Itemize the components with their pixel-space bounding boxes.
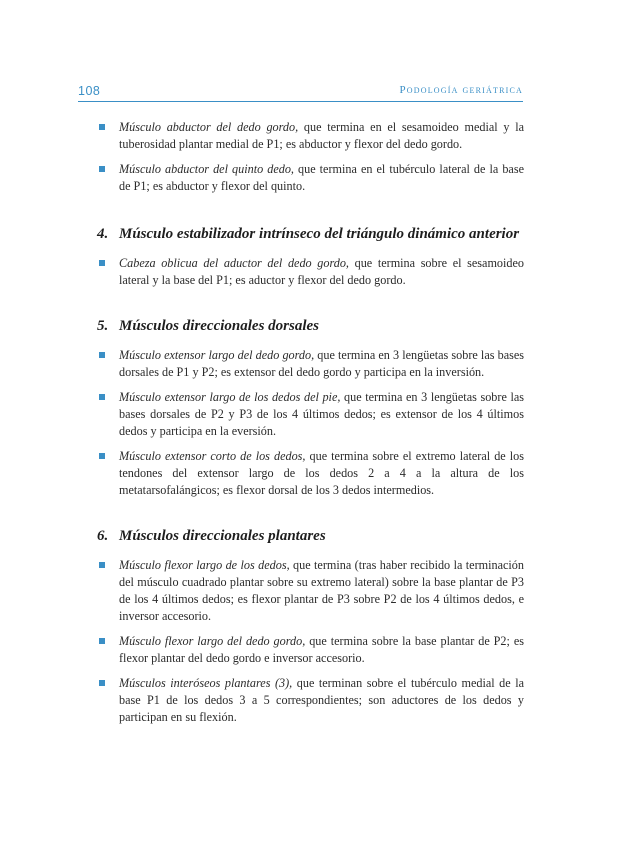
square-bullet-icon <box>99 166 105 172</box>
item-lead: Músculo extensor largo del dedo gordo, <box>119 348 315 362</box>
list-item <box>97 161 524 195</box>
item-text: que termina sobre la base plantar de P2; es flexor plantar del dedo gordo e inversor accesorio. <box>119 634 524 665</box>
item-text: que termina en el sesamoideo medial y la tuberosidad plantar medial de P1; es abductor y flexor del dedo gordo. <box>119 120 524 151</box>
item-lead: Músculo flexor largo de los dedos, <box>119 558 290 572</box>
square-bullet-icon <box>99 124 105 130</box>
item-text: que terminan sobre el tubérculo medial de la base P1 de los dedos 3 a 5 correspondientes; son aductores de los dedos y participan en su flexión. <box>119 676 524 724</box>
section-heading <box>97 527 524 545</box>
section-number: 5. <box>97 318 109 334</box>
item-lead: Músculos interóseos plantares (3), <box>119 676 293 690</box>
item-text: que termina (tras haber recibido la terminación del músculo cuadrado plantar sobre su extremo lateral) sobre la base plantar de P3 de los 4 últimos dedos; es flexor plantar de P3 sobre P2 de los 4 últimos dedos, e inversor accesorio. <box>119 558 524 623</box>
item-lead: Músculo extensor corto de los dedos, <box>119 449 306 463</box>
list-item <box>97 389 524 440</box>
list-item <box>97 119 524 153</box>
page-header <box>78 84 523 104</box>
item-lead: Músculo abductor del quinto dedo, <box>119 162 294 176</box>
square-bullet-icon <box>99 680 105 686</box>
item-text: que termina sobre el extremo lateral de los tendones del extensor largo de los dedos 2 a 4 a la altura de los metatarsofalángicos; es flexor dorsal de los 3 dedos intermedios. <box>119 449 524 497</box>
item-text: que termina en 3 lengüetas sobre las bases dorsales de P1 y P2; es extensor del dedo gordo y participa en la inversión. <box>119 348 524 379</box>
section-number: 4. <box>97 226 109 242</box>
list-item <box>97 557 524 625</box>
item-text: que termina en el tubérculo lateral de la base de P1; es abductor y flexor del quinto. <box>119 162 524 193</box>
header-rule <box>78 101 523 102</box>
list-item <box>97 347 524 381</box>
section-number: 6. <box>97 528 109 544</box>
section-title: Músculo estabilizador intrínseco del triángulo dinámico anterior <box>119 226 520 242</box>
square-bullet-icon <box>99 352 105 358</box>
section-title: Músculos direccionales plantares <box>119 528 326 544</box>
square-bullet-icon <box>99 394 105 400</box>
item-lead: Cabeza oblicua del aductor del dedo gordo, <box>119 256 349 270</box>
page-body <box>97 119 524 734</box>
section-heading <box>97 225 524 243</box>
square-bullet-icon <box>99 453 105 459</box>
item-lead: Músculo abductor del dedo gordo, <box>119 120 299 134</box>
square-bullet-icon <box>99 562 105 568</box>
square-bullet-icon <box>99 638 105 644</box>
list-item <box>97 633 524 667</box>
list-item <box>97 675 524 726</box>
item-lead: Músculo flexor largo del dedo gordo, <box>119 634 306 648</box>
list-item <box>97 448 524 499</box>
list-item <box>97 255 524 289</box>
section-title: Músculos direccionales dorsales <box>119 318 320 334</box>
item-text: que termina en 3 lengüetas sobre las bases dorsales de P2 y P3 de los 4 últimos dedos; es extensor de los 4 últimos dedos y participa en la eversión. <box>119 390 524 438</box>
running-title: Podología geriátrica <box>399 84 523 96</box>
page-number: 108 <box>78 84 101 98</box>
item-lead: Músculo extensor largo de los dedos del pie, <box>119 390 341 404</box>
square-bullet-icon <box>99 260 105 266</box>
section-heading <box>97 317 524 335</box>
item-text: que termina sobre el sesamoideo lateral y la base del P1; es aductor y flexor del dedo gordo. <box>119 256 524 287</box>
